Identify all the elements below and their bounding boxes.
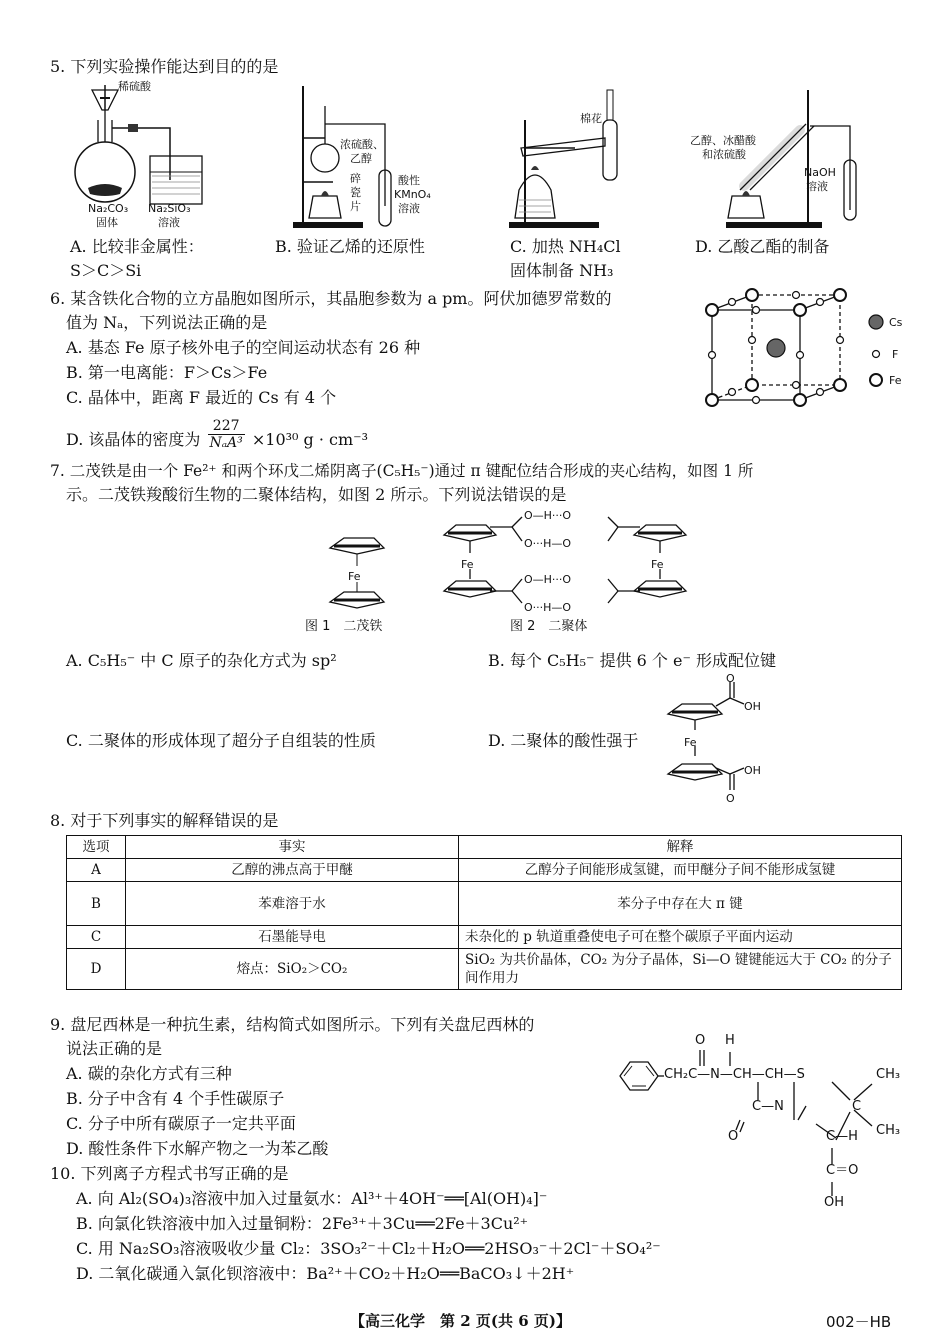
q8-row-a-option: A	[67, 859, 126, 882]
q7-stem-line2: 示。二茂铁羧酸衍生物的二聚体结构，如图 2 所示。下列说法错误的是	[66, 485, 567, 504]
q10-option-c: C. 用 Na₂SO₃溶液吸收少量 Cl₂：3SO₃²⁻＋Cl₂＋H₂O══2HSO₃⁻＋2Cl⁻＋SO₄²⁻	[76, 1239, 661, 1258]
q9-option-d: D. 酸性条件下水解产物之一为苯乙酸	[66, 1139, 329, 1158]
q5-option-c: C. 加热 NH₄Cl	[510, 237, 621, 256]
q7-option-d: D. 二聚体的酸性强于	[488, 731, 639, 750]
q6-crystal-cell	[700, 290, 903, 415]
q9-struct-chain: CH₂C—N—CH—CH—S	[664, 1067, 805, 1082]
q9-struct-co: C＝O	[826, 1163, 859, 1178]
q6-legend-fe: Fe	[889, 374, 902, 387]
q5-d-reagent-label2: 和浓硫酸	[702, 148, 746, 161]
q7-d-o-top: O	[726, 672, 735, 685]
q5-a-acid-label: 稀硫酸	[118, 80, 151, 93]
q10-option-b: B. 向氯化铁溶液中加入过量铜粉：2Fe³⁺＋3Cu══2Fe＋3Cu²⁺	[76, 1214, 529, 1233]
q5-apparatus-c	[505, 90, 645, 230]
q6-option-c: C. 晶体中，距离 F 最近的 Cs 有 4 个	[66, 388, 337, 407]
q8-header-fact: 事实	[126, 836, 459, 859]
q6-option-b: B. 第一电离能：F＞Cs＞Fe	[66, 363, 268, 382]
q10-option-d: D. 二氧化碳通入氯化钡溶液中：Ba²⁺＋CO₂＋H₂O══BaCO₃↓＋2H⁺	[76, 1264, 575, 1283]
q5-option-b: B. 验证乙烯的还原性	[275, 237, 425, 256]
q5-d-naoh-label: NaOH	[804, 166, 836, 179]
q8-header-explanation: 解释	[459, 836, 902, 859]
q7-stem-line1: 7. 二茂铁是由一个 Fe²⁺ 和两个环戊二烯阴离子(C₅H₅⁻)通过 π 键配位结合形成的夹心结构，如图 1 所	[50, 462, 754, 480]
q6-stem-line1: 6. 某含铁化合物的立方晶胞如图所示，其晶胞参数为 a pm。阿伏加德罗常数的	[50, 289, 612, 308]
table-row	[67, 926, 902, 949]
q8-header-option: 选项	[67, 836, 126, 859]
q9-struct-c-n: C—N	[752, 1099, 784, 1114]
table-row	[67, 949, 902, 990]
q5-b-kmno4-label3: 溶液	[398, 202, 420, 215]
q10-option-a: A. 向 Al₂(SO₄)₃溶液中加入过量氨水：Al³⁺＋4OH⁻══[Al(OH)₄]⁻	[76, 1189, 548, 1208]
q9-struct-ch3-bot: CH₃	[876, 1123, 901, 1138]
q8-row-d-explanation: SiO₂ 为共价晶体，CO₂ 为分子晶体，Si—O 键键能远大于 CO₂ 的分子间作用力	[459, 949, 902, 990]
q9-struct-o-top: O	[695, 1033, 706, 1048]
q7-fig1-fe: Fe	[348, 570, 361, 583]
q5-a-solid-label2: 固体	[96, 216, 118, 229]
q7-d-o-bot: O	[726, 792, 735, 805]
q7-fig2-fe-left: Fe	[461, 558, 474, 571]
q5-b-reagent-label2: 乙醇	[350, 152, 372, 165]
q7-fig2-hbond-bot2: O···H—O	[524, 601, 572, 614]
q9-struct-oh: OH	[824, 1195, 845, 1210]
q5-b-kmno4-label: 酸性	[398, 174, 420, 187]
q5-option-a: A. 比较非金属性：	[70, 237, 204, 256]
q5-option-c-cont: 固体制备 NH₃	[510, 261, 614, 280]
q7-d-oh-bot: OH	[744, 764, 761, 777]
q8-row-c-option: C	[67, 926, 126, 949]
q5-a-sol-label: Na₂SiO₃	[148, 202, 191, 215]
q5-a-sol-label2: 溶液	[158, 216, 180, 229]
q9-penicillin-structure	[610, 1040, 910, 1210]
q8-table-header	[67, 836, 902, 859]
q9-struct-o-left: O	[728, 1129, 739, 1144]
q5-option-d: D. 乙酸乙酯的制备	[695, 237, 830, 256]
q8-row-b-option: B	[67, 882, 126, 926]
q6-stem-line2: 值为 Nₐ，下列说法正确的是	[66, 313, 268, 332]
q9-struct-ch3-top: CH₃	[876, 1067, 901, 1082]
q9-option-b: B. 分子中含有 4 个手性碳原子	[66, 1089, 285, 1108]
q8-stem: 8. 对于下列事实的解释错误的是	[50, 811, 279, 830]
q5-a-solid-label: Na₂CO₃	[88, 202, 129, 215]
q6-option-d	[66, 418, 369, 457]
q6-density-numerator: 227	[208, 418, 245, 435]
q8-row-d-option: D	[67, 949, 126, 990]
q9-stem-line1: 9. 盘尼西林是一种抗生素，结构简式如图所示。下列有关盘尼西林的	[50, 1015, 535, 1034]
q5-b-chip-label3: 片	[350, 200, 361, 213]
q5-b-chip-label: 碎	[350, 172, 361, 185]
q7-d-oh-top: OH	[744, 700, 761, 713]
q5-b-kmno4-label2: KMnO₄	[394, 188, 431, 201]
q8-row-c-fact: 石墨能导电	[126, 926, 459, 949]
q7-option-d-structure	[664, 674, 774, 806]
q6-density-denominator: NₐA³	[209, 435, 243, 451]
page-footer-title: 【高三化学 第 2 页(共 6 页)】	[350, 1312, 571, 1330]
q6-option-a: A. 基态 Fe 原子核外电子的空间运动状态有 26 种	[66, 338, 421, 357]
q9-stem-line2: 说法正确的是	[66, 1039, 163, 1058]
q7-fig1-caption: 图 1 二茂铁	[305, 619, 383, 634]
q8-row-a-fact: 乙醇的沸点高于甲醚	[126, 859, 459, 882]
q5-option-a-cont: S＞C＞Si	[70, 261, 142, 280]
q9-struct-h-top: H	[725, 1033, 735, 1048]
q10-stem: 10. 下列离子方程式书写正确的是	[50, 1164, 289, 1183]
q9-option-c: C. 分子中所有碳原子一定共平面	[66, 1114, 296, 1133]
q8-table	[66, 835, 902, 990]
page-footer-code: 002－HB	[826, 1313, 892, 1331]
q7-option-b: B. 每个 C₅H₅⁻ 提供 6 个 e⁻ 形成配位键	[488, 651, 777, 670]
q8-row-c-explanation: 未杂化的 p 轨道重叠使电子可在整个碳原子平面内运动	[459, 926, 902, 949]
q8-row-a-explanation: 乙醇分子间能形成氢键，而甲醚分子间不能形成氢键	[459, 859, 902, 882]
q8-row-b-fact: 苯难溶于水	[126, 882, 459, 926]
q9-struct-c: C	[852, 1099, 862, 1114]
q8-row-b-explanation: 苯分子中存在大 π 键	[459, 882, 902, 926]
q5-b-chip-label2: 瓷	[350, 186, 361, 199]
q5-c-cotton-label: 棉花	[580, 112, 602, 125]
q5-d-reagent-label: 乙醇、冰醋酸	[690, 134, 756, 147]
q7-option-a: A. C₅H₅⁻ 中 C 原子的杂化方式为 sp²	[66, 651, 337, 670]
q7-fig2-hbond-top2: O···H—O	[524, 537, 572, 550]
table-row	[67, 859, 902, 882]
table-row	[67, 882, 902, 926]
q5-d-naoh-label2: 溶液	[806, 180, 828, 193]
q6-legend-f: F	[892, 348, 899, 361]
q6-legend-cs: Cs	[889, 316, 903, 329]
q7-fig2-fe-right: Fe	[651, 558, 664, 571]
q6-density-fraction	[208, 418, 245, 451]
q5-stem: 5. 下列实验操作能达到目的的是	[50, 57, 279, 76]
q7-option-c: C. 二聚体的形成体现了超分子自组装的性质	[66, 731, 376, 750]
q8-row-d-fact: 熔点：SiO₂＞CO₂	[126, 949, 459, 990]
q7-fig2-caption: 图 2 二聚体	[510, 619, 588, 634]
q7-d-fe: Fe	[684, 736, 697, 749]
q5-b-reagent-label: 浓硫酸、	[340, 138, 384, 151]
q7-fig2-hbond-bot1: O—H···O	[524, 573, 572, 586]
q9-option-a: A. 碳的杂化方式有三种	[66, 1064, 232, 1083]
q6-option-d-prefix: D. 该晶体的密度为	[66, 430, 201, 449]
q7-fig2-hbond-top1: O—H···O	[524, 509, 572, 522]
q6-option-d-suffix: ×10³⁰ g · cm⁻³	[251, 430, 369, 449]
q9-struct-ch: C—H	[826, 1129, 858, 1144]
